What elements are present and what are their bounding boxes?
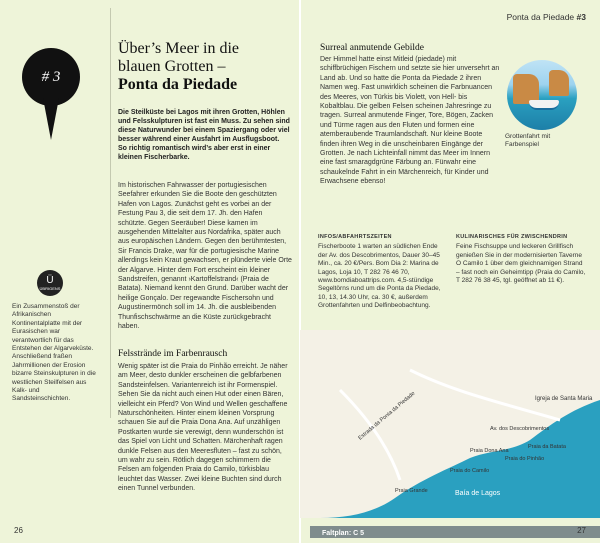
culinary-box-title: KULINARISCHES FÜR ZWISCHENDRIN [456,234,568,240]
badge-pin-tail [43,98,59,140]
column-rule [110,8,111,418]
body-paragraph-1: Im historischen Fahrwasser der portugiesischen Seefahrer erkunden Sie die Boote den geschützten Hafen von Lagos. Zunächst geht es vorbei an der Festung Pau 3, die seit dem 17. Jh. den Hafen schützte. Gegen Seeräuber! Diese kamen im ausgehenden Mittelalter aus Nordafrika, später auch aus europäischen Ländern. Gegen den berühmtesten, Sir Francis Drake, war für die portugiesische Marine allerdings kein Kraut gewachsen, er plünderte viele Orte der Algarve. Hinter dem Fort erscheint ein kleiner Sandstreifen, genannt ›Kartoffelstrand‹ (Praia de Batata). Niemand kennt den Grund. Darüber wacht der heilige Gonçalo. Der regewandte Fischersohn und Augustinermönch soll im 14. Jh. die ausbleibenden Thunfischschwärme an die Küste zurückgebracht haben. [118,182,292,331]
title-line-2: blauen Grotten – [118,58,226,75]
map-label-avenue: Av. dos Descobrimentos [490,426,550,432]
info-box-text: Fischerboote 1 warten an südlichen Ende der Av. dos Descobrimentos, Dauer 30–45 Min., ca. 20 €/Pers. Bom Dia 2: Marina de Lagos, Loja 10, T 282 76 46 70, www.bomdiaboattrips.com. 4,5-stündige Segeltörns rund um die Ponta da Piedade, 10, 13, 14.30 Uhr, ca. 30 €, außerdem Grottenfahrten und Delfinbeobachtung. [318,243,441,310]
running-header-number: #3 [576,12,586,22]
map-label-batata: Praia da Batata [528,444,566,450]
article-title [118,40,288,94]
culinary-box-text: Feine Fischsuppe und leckeren Grillfisch genießen Sie in der modernisierten Taverne O Camilo 1 über dem gleichnamigen Strand – fast noch ein Geheimtipp (Praia do Camilo, T 282 76 38 45, tgl. geöffnet ab 11 €). [456,243,586,285]
map-label-grande: Praia Grande [395,488,428,494]
info-icon-label: ÜBRIGENS [39,286,61,291]
title-line-3: Ponta da Piedade [118,76,238,93]
photo-caption: Grottenfahrt mit Farbenspiel [505,133,551,148]
title-line-1: Über’s Meer in die [118,40,239,57]
rock-formation [549,70,569,96]
map-label-church: Igreja de Santa Maria [535,396,593,402]
page-number-right: 27 [577,526,586,535]
running-header [507,12,586,22]
chapter-badge: # 3 [22,48,80,106]
sidebar-note: Ein Zusammenstoß der Afrikanischen Kontinentalplatte mit der Eurasischen war verantwortlich für das Entstehen der Algarveküste. Anschließend fraßen Jahrmillionen der Erosion bizarre Steinskulpturen in die westlichen Steilfelsen aus Kalk- und Sandsteinschichten. [12,303,96,403]
subheading-1: Felsstrände im Farbenrausch [118,349,228,359]
info-icon-letter: Ü [46,275,54,286]
culinary-box [456,233,586,285]
grotto-photo [507,60,577,130]
map-footer-text: Faltplan: C 5 [322,530,365,537]
map-label-camilo: Praia do Camilo [450,468,490,474]
info-icon [37,270,63,296]
map-label-estrada: Estrada da Ponta da Piedade [357,390,417,442]
boat [529,100,559,110]
location-map [300,330,600,518]
running-header-title: Ponta da Piedade [506,12,575,22]
map-label-pinhao: Praia do Pinhão [505,456,545,462]
map-label-bay: Baía de Lagos [455,490,501,497]
info-box [318,233,444,311]
info-box-title: INFOS/ABFAHRTSZEITEN [318,234,392,240]
body-paragraph-3: Der Himmel hatte einst Mitleid (piedade) mit schiffbrüchigen Fischern und setzte sie hier unversehrt an Land ab. Und so hatte die Ponta da Piedade 2 ihren Namen weg. Fast unwirklich scheinen die Farbnuancen des Meeres, von Türkis bis Violett, von Hell- bis Kobaltblau. Die gelben Felsen scheinen Jahresringe zu tragen. Surreal anmutende Finger, Tore, Bögen, Zacken und Türme ragen aus den Fluten und formen eine atemberaubende Traumlandschaft. Nur kleine Boote finden ihren Weg in die unscheinbaren Eingänge der Grotten. Je nach Lichteinfall nimmt das Meer im Innern eine fast smaragdgrüne Färbung an. Fürwahr eine schaukelnde Fahrt in ein Märchenreich, für Kinder und Erwachsene ebenso! [320,56,500,186]
lead-paragraph: Die Steilküste bei Lagos mit ihren Grotten, Höhlen und Felsskulpturen ist fast ein Muss. Zu sehen sind diese Naturwunder bei einem Spaziergang oder viel besser während einer Ausfahrt im Ausflugsboot. So richtig romantisch wird’s aber erst in einer kleinen Fischerbarke. [118,109,290,161]
body-paragraph-2: Wenig später ist die Praia do Pinhão erreicht. Je näher am Meer, desto dunkler erscheinen die gelbfarbenen Sandsteinfelsen. Variantenreich ist ihr Formenspiel. Sehen Sie da nicht auch einen Hut oder einen Bären, vielleicht ein Pferd? Von Wind und Wellen geschaffene Naturschönheiten. Hinter einem kleinen Vorsprung schauen Sie auf die Praia Dona Ana. Auf unzähligen Postkarten wurde sie verewigt, denn wunderschön ist das Spiel von Licht und Schatten. Märchenhaft ragen dunkle Felsen aus den Meeresfluten – fast zu schön, um wahr zu sein. Rötlich dagegen schimmern die Felsen am folgenden Praia do Camilo, türkisblau leuchtet das Wasser. Zwei kleine Buchten sind durch einen Tunnel verbunden. [118,363,288,493]
page-number-left: 26 [14,526,23,535]
map-label-dona-ana: Praia Dona Ana [470,448,509,454]
subheading-2: Surreal anmutende Gebilde [320,43,424,53]
